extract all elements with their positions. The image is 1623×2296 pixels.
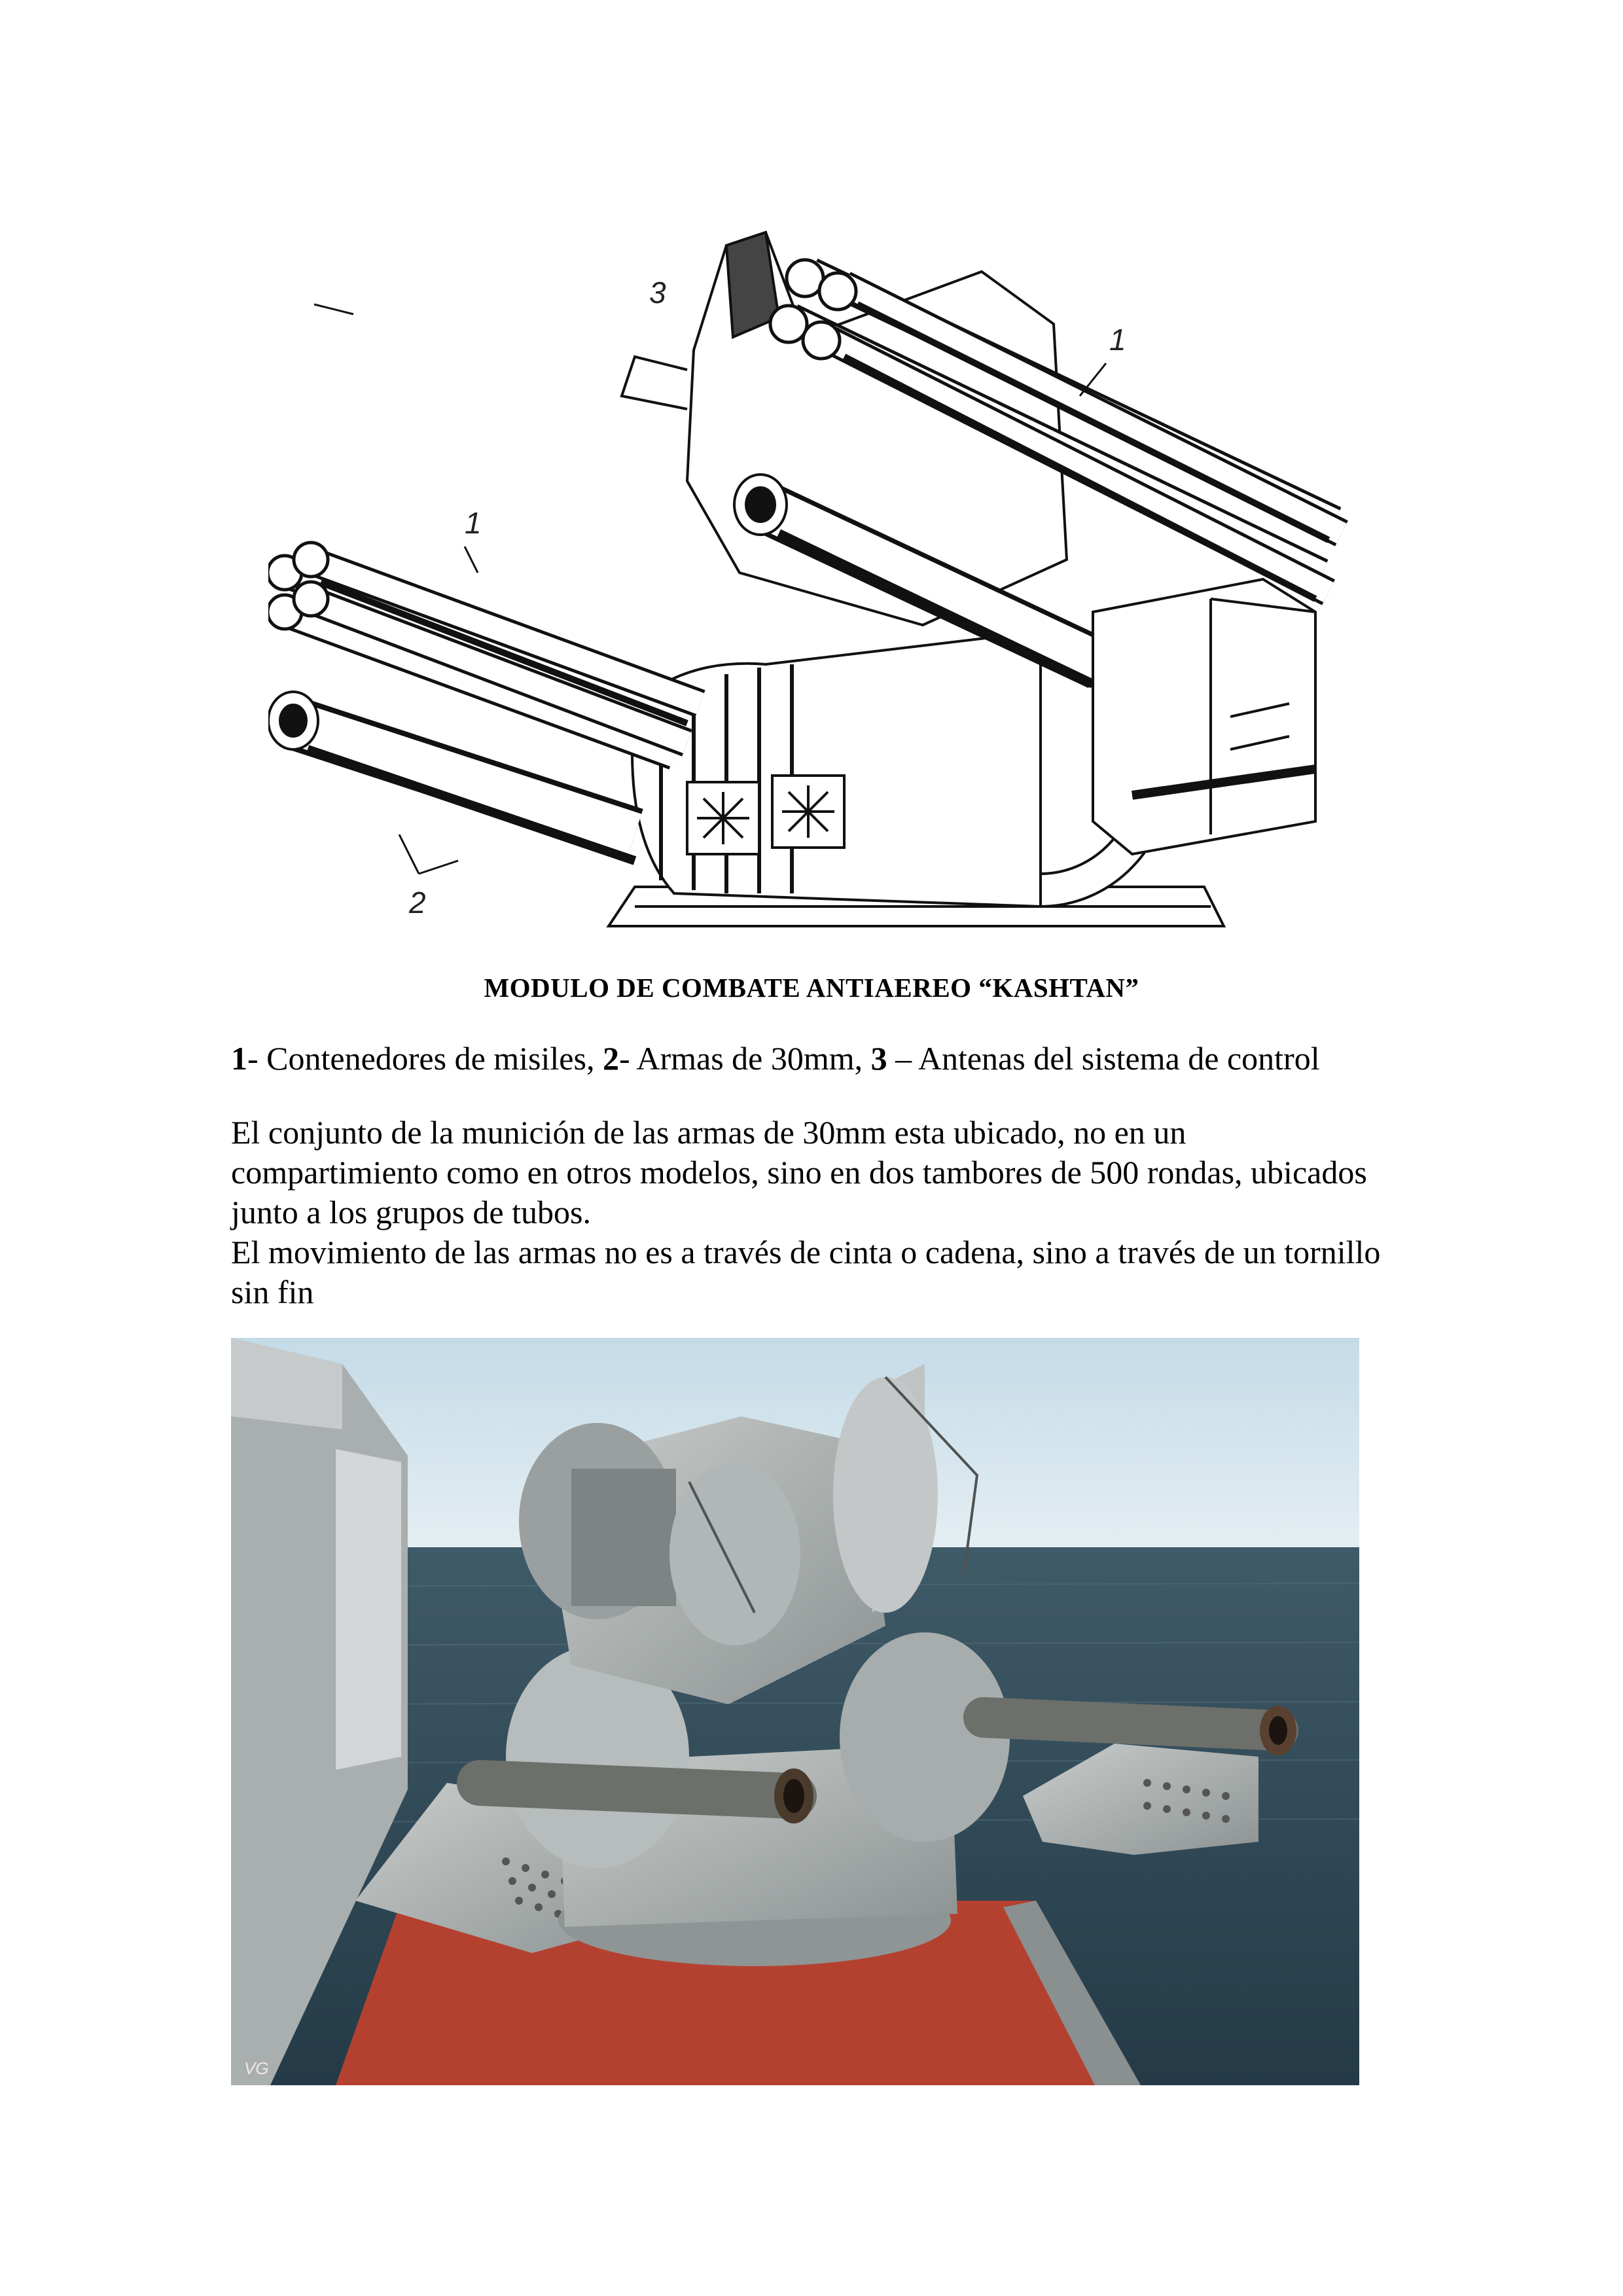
legend-text-3: – Antenas del sistema de control <box>887 1040 1320 1077</box>
legend-number-1: 1 <box>231 1040 247 1077</box>
paragraph-line: sin fin <box>231 1274 314 1310</box>
callout-1-left: 1 <box>465 506 482 540</box>
paragraph-line: El movimiento de las armas no es a través de cinta o cadena, sino a través de un tornillo <box>231 1234 1381 1270</box>
paragraph-ammunition <box>231 1113 1409 1232</box>
body-text <box>231 1113 1409 1312</box>
callout-2: 2 <box>409 886 426 920</box>
kashtan-technical-drawing <box>268 206 1394 939</box>
callout-1-right: 1 <box>1109 323 1126 357</box>
legend-text-2: - Armas de 30mm, <box>618 1040 871 1077</box>
figure-caption: MODULO DE COMBATE ANTIAEREO “KASHTAN” <box>484 973 1139 1003</box>
figure-legend <box>231 1039 1320 1077</box>
paragraph-movement <box>231 1232 1409 1312</box>
legend-text-1: - Contenedores de misiles, <box>247 1040 603 1077</box>
callout-3: 3 <box>649 276 666 310</box>
kashtan-photo <box>231 1338 1359 2085</box>
paragraph-line: junto a los grupos de tubos. <box>231 1194 591 1230</box>
paragraph-line: El conjunto de la munición de las armas de 30mm esta ubicado, no en un <box>231 1114 1186 1151</box>
photo-watermark: VG <box>244 2058 269 2078</box>
paragraph-line: compartimiento como en otros modelos, sino en dos tambores de 500 rondas, ubicados <box>231 1154 1367 1191</box>
legend-number-2: 2 <box>602 1040 619 1077</box>
legend-number-3: 3 <box>870 1040 887 1077</box>
